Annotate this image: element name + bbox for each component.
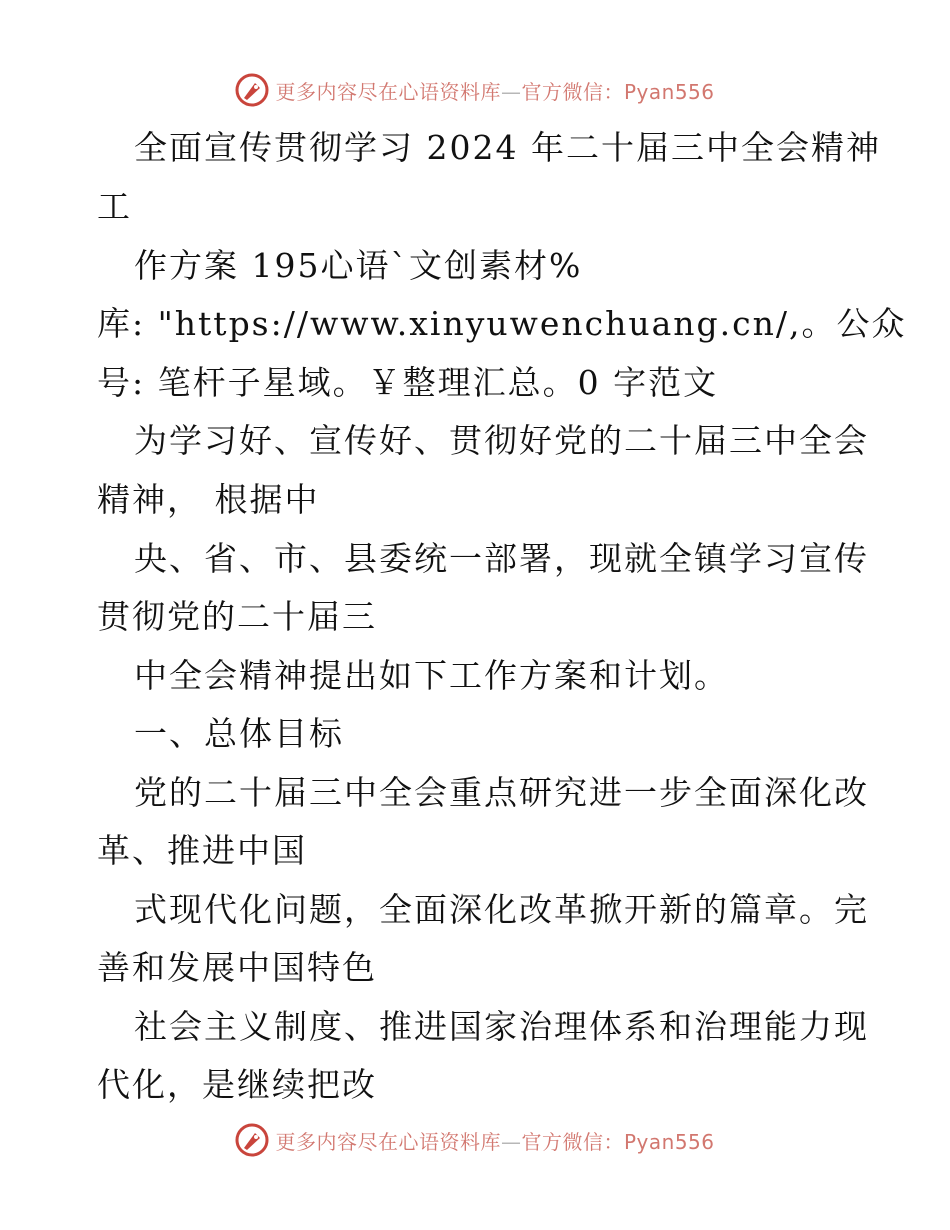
doc-line: 贯彻党的二十届三 <box>97 597 377 636</box>
doc-line: 精神， 根据中 <box>97 480 320 519</box>
doc-line: 代化，是继续把改 <box>97 1065 377 1104</box>
pen-nib-logo-icon <box>235 1123 269 1157</box>
header-banner <box>0 68 950 112</box>
header-site-text: 更多内容尽在心语资料库 <box>275 79 501 104</box>
doc-line: 全面宣传贯彻学习 2024 年二十届三中全会精神 <box>134 128 881 167</box>
header-separator: — <box>500 79 522 104</box>
footer-wechat-label: 官方微信： <box>521 1129 624 1154</box>
doc-line: 善和发展中国特色 <box>97 948 377 987</box>
doc-line: 作方案 195心语`文创素材% <box>134 246 583 285</box>
doc-line: 中全会精神提出如下工作方案和计划。 <box>134 656 729 695</box>
header-wechat-label: 官方微信： <box>521 79 624 104</box>
doc-line: 式现代化问题，全面深化改革掀开新的篇章。完 <box>134 890 869 929</box>
doc-line: 为学习好、宣传好、贯彻好党的二十届三中全会 <box>134 421 869 460</box>
doc-line: 央、省、市、县委统一部署，现就全镇学习宣传 <box>134 539 869 578</box>
footer-site-text: 更多内容尽在心语资料库 <box>275 1129 501 1154</box>
doc-line: 革、推进中国 <box>97 831 307 870</box>
footer-separator: — <box>500 1129 522 1154</box>
footer-banner <box>0 1118 950 1162</box>
header-wechat-id: Pyan556 <box>623 79 715 104</box>
pen-nib-logo-icon <box>235 73 269 107</box>
doc-line: 工 <box>97 187 132 226</box>
doc-line: 一、总体目标 <box>134 714 344 753</box>
footer-wechat-id: Pyan556 <box>623 1129 715 1154</box>
doc-line: 库: "https://www.xinyuwenchuang.cn/,。公众 <box>97 304 907 343</box>
header-banner-text <box>275 76 714 105</box>
doc-line: 党的二十届三中全会重点研究进一步全面深化改 <box>134 773 869 812</box>
doc-line: 社会主义制度、推进国家治理体系和治理能力现 <box>134 1007 869 1046</box>
doc-line: 号: 笔杆子星域。￥整理汇总。0 字范文 <box>97 363 719 402</box>
footer-banner-text <box>275 1126 714 1155</box>
